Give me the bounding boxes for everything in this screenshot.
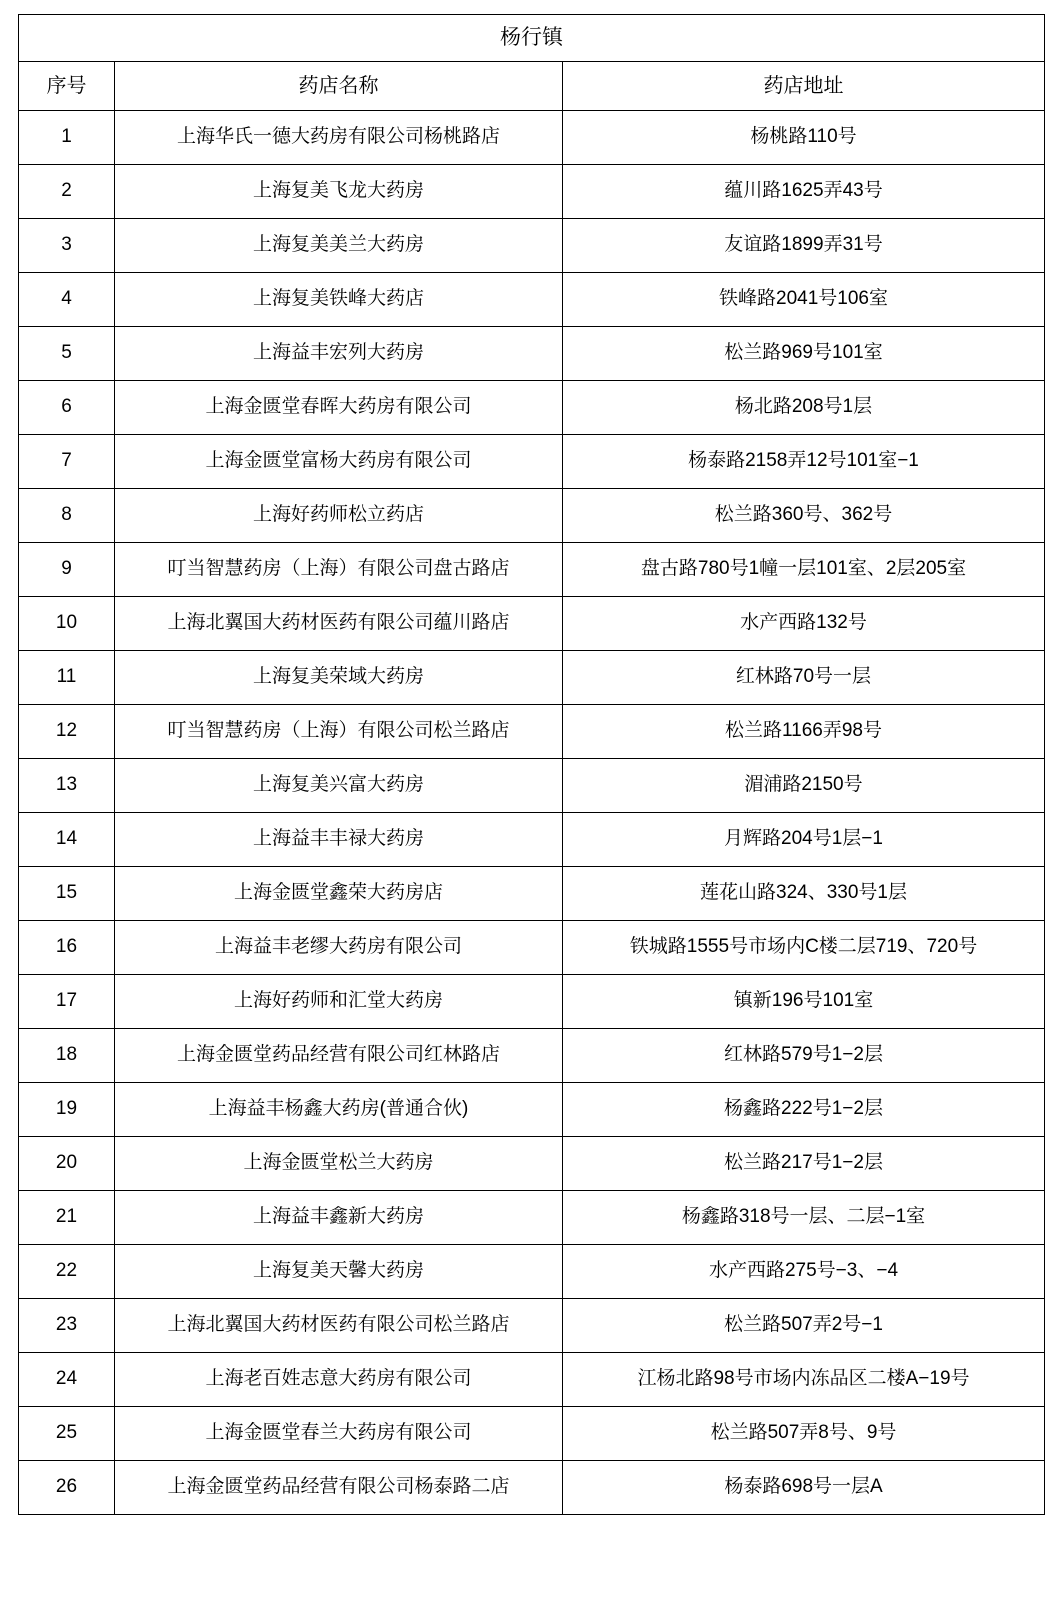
cell-address: 友谊路1899弄31号 (563, 219, 1045, 273)
cell-index: 4 (19, 273, 115, 327)
cell-name: 上海老百姓志意大药房有限公司 (115, 1353, 563, 1407)
cell-index: 11 (19, 651, 115, 705)
cell-name: 上海金匮堂药品经营有限公司杨泰路二店 (115, 1461, 563, 1515)
cell-name: 上海金匮堂松兰大药房 (115, 1137, 563, 1191)
table-row (19, 543, 1045, 597)
cell-address: 莲花山路324、330号1层 (563, 867, 1045, 921)
cell-index: 22 (19, 1245, 115, 1299)
cell-address: 杨泰路698号一层A (563, 1461, 1045, 1515)
table-row (19, 1353, 1045, 1407)
cell-address: 盘古路780号1幢一层101室、2层205室 (563, 543, 1045, 597)
table-row (19, 219, 1045, 273)
table-row (19, 921, 1045, 975)
table-row (19, 651, 1045, 705)
table-row (19, 1029, 1045, 1083)
cell-name: 上海益丰鑫新大药房 (115, 1191, 563, 1245)
table-row (19, 813, 1045, 867)
cell-index: 23 (19, 1299, 115, 1353)
cell-index: 5 (19, 327, 115, 381)
cell-name: 上海益丰丰禄大药房 (115, 813, 563, 867)
cell-address: 红林路579号1−2层 (563, 1029, 1045, 1083)
table-row (19, 867, 1045, 921)
cell-name: 叮当智慧药房（上海）有限公司松兰路店 (115, 705, 563, 759)
cell-index: 16 (19, 921, 115, 975)
table-row (19, 1083, 1045, 1137)
table-row (19, 435, 1045, 489)
cell-address: 红林路70号一层 (563, 651, 1045, 705)
cell-index: 8 (19, 489, 115, 543)
cell-name: 上海金匮堂鑫荣大药房店 (115, 867, 563, 921)
column-header-index: 序号 (19, 62, 115, 111)
table-row (19, 111, 1045, 165)
cell-address: 松兰路969号101室 (563, 327, 1045, 381)
cell-name: 上海金匮堂春晖大药房有限公司 (115, 381, 563, 435)
cell-name: 上海益丰老缪大药房有限公司 (115, 921, 563, 975)
cell-index: 20 (19, 1137, 115, 1191)
cell-address: 松兰路507弄2号−1 (563, 1299, 1045, 1353)
table-row (19, 1245, 1045, 1299)
cell-name: 上海北翼国大药材医药有限公司蕴川路店 (115, 597, 563, 651)
cell-index: 1 (19, 111, 115, 165)
cell-name: 上海复美飞龙大药房 (115, 165, 563, 219)
table-row (19, 489, 1045, 543)
cell-address: 江杨北路98号市场内冻品区二楼A−19号 (563, 1353, 1045, 1407)
cell-name: 上海益丰宏列大药房 (115, 327, 563, 381)
cell-index: 21 (19, 1191, 115, 1245)
cell-index: 7 (19, 435, 115, 489)
cell-name: 上海复美兴富大药房 (115, 759, 563, 813)
cell-name: 上海北翼国大药材医药有限公司松兰路店 (115, 1299, 563, 1353)
table-row (19, 1137, 1045, 1191)
cell-address: 水产西路132号 (563, 597, 1045, 651)
cell-index: 25 (19, 1407, 115, 1461)
cell-index: 17 (19, 975, 115, 1029)
cell-name: 上海益丰杨鑫大药房(普通合伙) (115, 1083, 563, 1137)
cell-index: 9 (19, 543, 115, 597)
cell-address: 水产西路275号−3、−4 (563, 1245, 1045, 1299)
table-body (19, 15, 1045, 1515)
table-title-row (19, 15, 1045, 62)
table-row (19, 759, 1045, 813)
cell-address: 杨鑫路222号1−2层 (563, 1083, 1045, 1137)
cell-address: 杨鑫路318号一层、二层−1室 (563, 1191, 1045, 1245)
cell-name: 上海复美美兰大药房 (115, 219, 563, 273)
table-row (19, 1191, 1045, 1245)
page-title: 杨行镇 (19, 15, 1045, 62)
cell-index: 3 (19, 219, 115, 273)
table-row (19, 273, 1045, 327)
cell-address: 镇新196号101室 (563, 975, 1045, 1029)
cell-index: 26 (19, 1461, 115, 1515)
table-row (19, 165, 1045, 219)
cell-address: 杨泰路2158弄12号101室−1 (563, 435, 1045, 489)
cell-address: 松兰路360号、362号 (563, 489, 1045, 543)
cell-name: 叮当智慧药房（上海）有限公司盘古路店 (115, 543, 563, 597)
cell-address: 铁峰路2041号106室 (563, 273, 1045, 327)
cell-name: 上海金匮堂富杨大药房有限公司 (115, 435, 563, 489)
table-row (19, 327, 1045, 381)
table-row (19, 705, 1045, 759)
cell-address: 湄浦路2150号 (563, 759, 1045, 813)
table-row (19, 975, 1045, 1029)
cell-name: 上海华氏一德大药房有限公司杨桃路店 (115, 111, 563, 165)
cell-index: 15 (19, 867, 115, 921)
cell-index: 18 (19, 1029, 115, 1083)
cell-name: 上海好药师松立药店 (115, 489, 563, 543)
cell-index: 24 (19, 1353, 115, 1407)
cell-address: 松兰路1166弄98号 (563, 705, 1045, 759)
cell-address: 蕴川路1625弄43号 (563, 165, 1045, 219)
table-row (19, 1461, 1045, 1515)
cell-name: 上海复美天馨大药房 (115, 1245, 563, 1299)
cell-index: 12 (19, 705, 115, 759)
cell-index: 2 (19, 165, 115, 219)
cell-name: 上海复美荣域大药房 (115, 651, 563, 705)
cell-address: 杨桃路110号 (563, 111, 1045, 165)
pharmacy-table (18, 14, 1045, 1515)
table-row (19, 381, 1045, 435)
cell-index: 10 (19, 597, 115, 651)
cell-address: 杨北路208号1层 (563, 381, 1045, 435)
cell-index: 13 (19, 759, 115, 813)
table-row (19, 597, 1045, 651)
cell-index: 19 (19, 1083, 115, 1137)
cell-name: 上海好药师和汇堂大药房 (115, 975, 563, 1029)
cell-address: 月辉路204号1层−1 (563, 813, 1045, 867)
cell-name: 上海复美铁峰大药店 (115, 273, 563, 327)
cell-address: 松兰路217号1−2层 (563, 1137, 1045, 1191)
cell-address: 铁城路1555号市场内C楼二层719、720号 (563, 921, 1045, 975)
cell-index: 6 (19, 381, 115, 435)
table-row (19, 1407, 1045, 1461)
column-header-name: 药店名称 (115, 62, 563, 111)
column-header-address: 药店地址 (563, 62, 1045, 111)
cell-index: 14 (19, 813, 115, 867)
table-row (19, 1299, 1045, 1353)
cell-name: 上海金匮堂春兰大药房有限公司 (115, 1407, 563, 1461)
cell-name: 上海金匮堂药品经营有限公司红林路店 (115, 1029, 563, 1083)
cell-address: 松兰路507弄8号、9号 (563, 1407, 1045, 1461)
table-header-row (19, 62, 1045, 111)
